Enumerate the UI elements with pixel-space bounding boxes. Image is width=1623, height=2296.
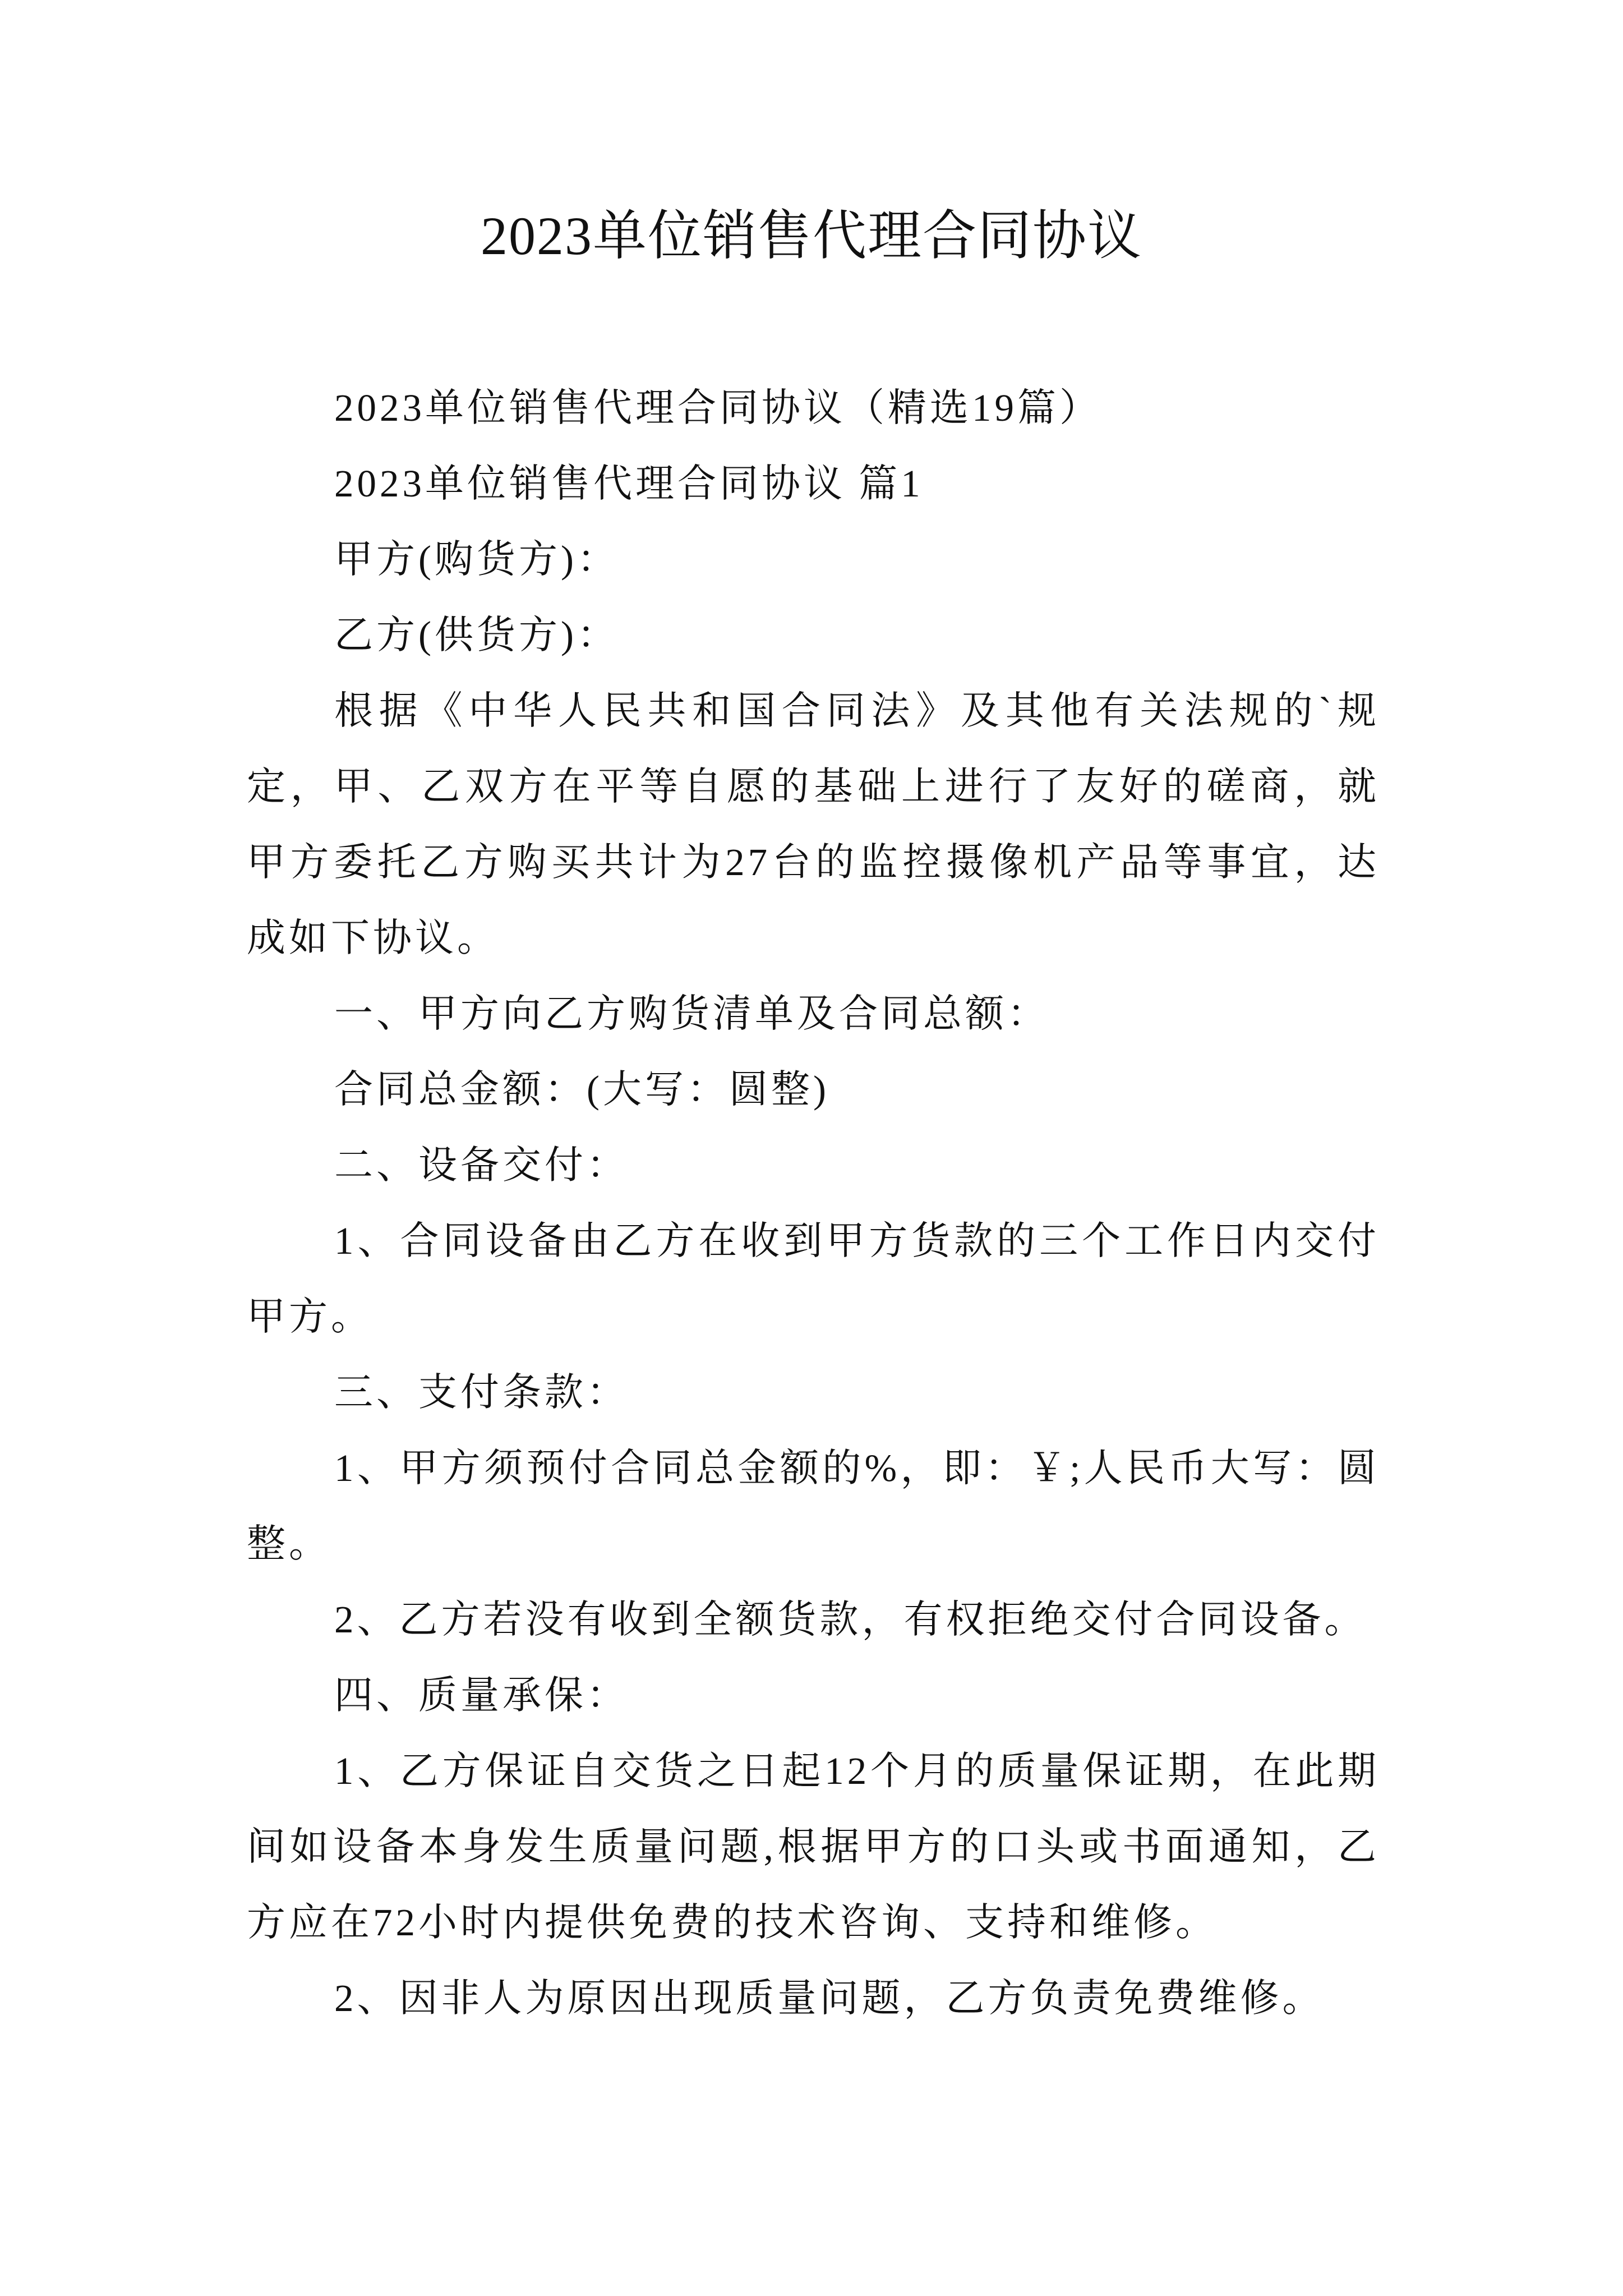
paragraph-clause-3-heading: 三、支付条款： (334, 1371, 629, 1414)
paragraph-preamble: 根据《中华人民共和国合同法》及其他有关法规的`规定，甲、乙双方在平等自愿的基础上进行了友好的磋商，就甲方委托乙方购买共计为27台的监控摄像机产品等事宜，达成如下协议。 (247, 689, 1380, 959)
paragraph-payment-item-1: 1、甲方须预付合同总金额的%，即：￥;人民币大写：圆整。 (247, 1447, 1380, 1565)
paragraph-clause-1-heading: 一、甲方向乙方购货清单及合同总额： (334, 992, 1049, 1035)
document-body (247, 370, 1380, 2036)
paragraph-clause-4-heading: 四、质量承保： (334, 1674, 629, 1717)
paragraph-clause-2-heading: 二、设备交付： (334, 1144, 629, 1186)
paragraph-party-b: 乙方(供货方)： (334, 614, 619, 656)
paragraph-warranty-item-2: 2、因非人为原因出现质量问题，乙方负责免费维修。 (334, 1977, 1325, 2019)
paragraph-section-heading: 2023单位销售代理合同协议 篇1 (334, 462, 924, 505)
document-title: 2023单位销售代理合同协议 (481, 206, 1142, 266)
paragraph-payment-item-2: 2、乙方若没有收到全额货款，有权拒绝交付合同设备。 (334, 1598, 1367, 1641)
paragraph-subtitle: 2023单位销售代理合同协议（精选19篇） (334, 386, 1101, 429)
paragraph-warranty-item-1: 1、乙方保证自交货之日起12个月的质量保证期，在此期间如设备本身发生质量问题,根据甲方的口头或书面通知，乙方应在72小时内提供免费的技术咨询、支持和维修。 (247, 1750, 1380, 1944)
paragraph-total-amount: 合同总金额：(大写：圆整) (334, 1068, 829, 1111)
paragraph-delivery-item-1: 1、合同设备由乙方在收到甲方货款的三个工作日内交付甲方。 (247, 1220, 1380, 1338)
paragraph-party-a: 甲方(购货方)： (334, 538, 619, 581)
